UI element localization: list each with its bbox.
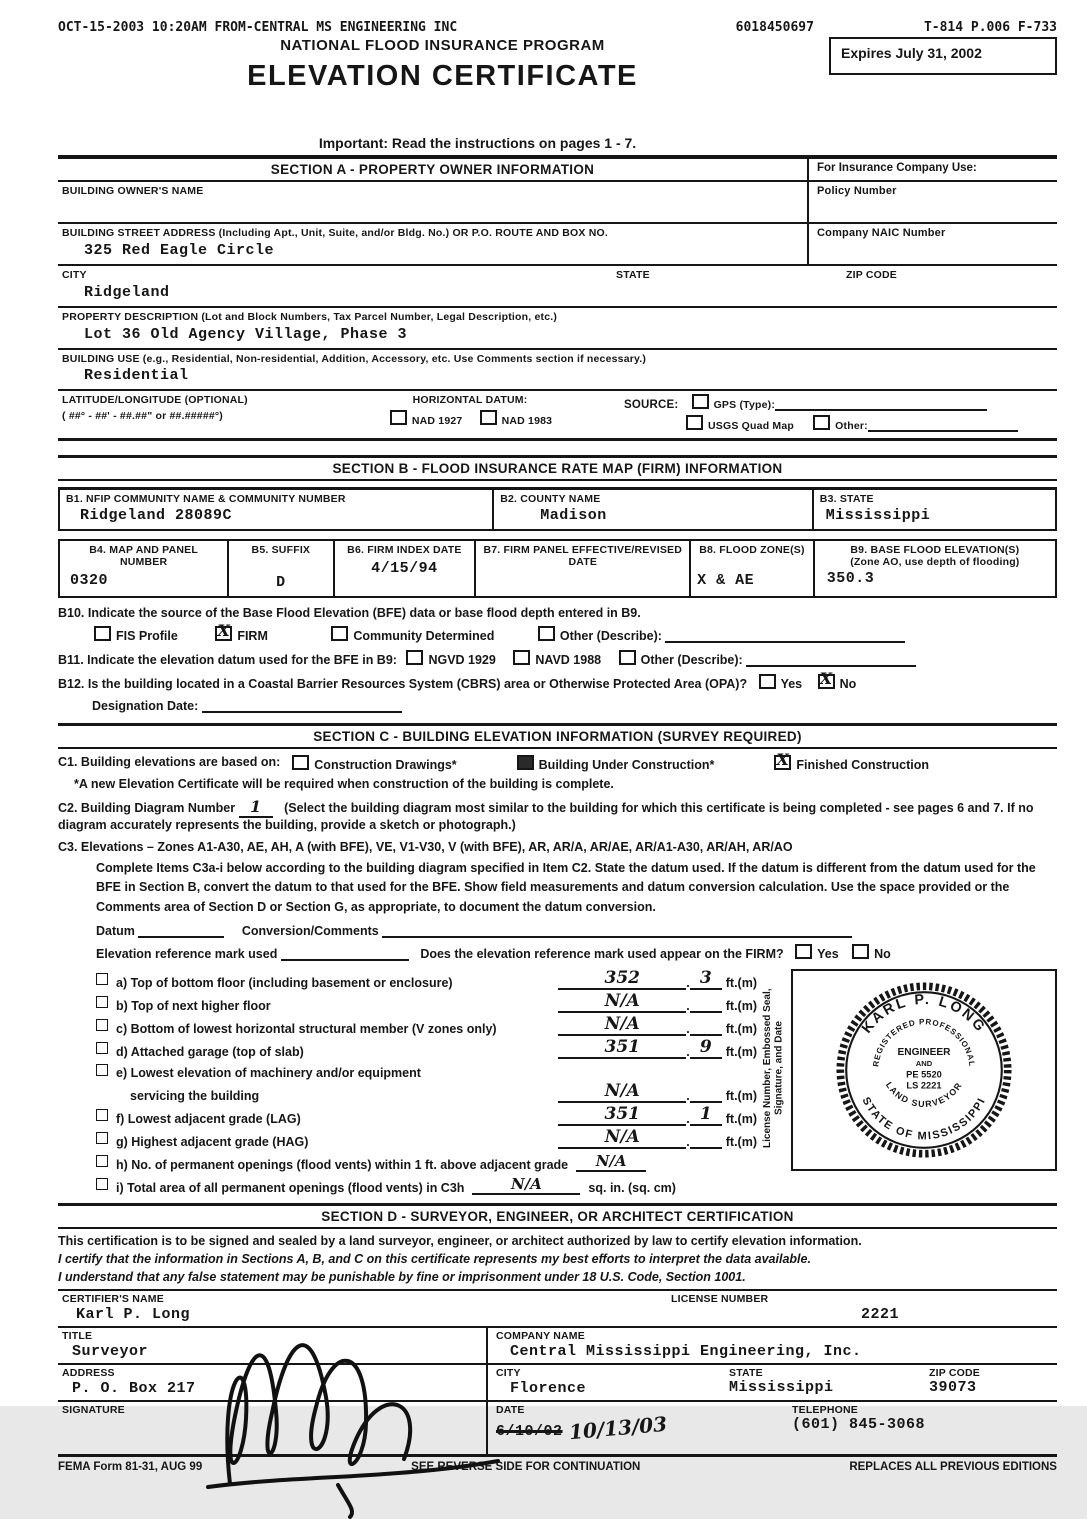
b10-label: B10. Indicate the source of the Base Flood Elevation (BFE) data or base flood depth entered in B9. [58,606,641,620]
firm-check-mark: X [217,621,230,640]
section-b-heading: SECTION B - FLOOD INSURANCE RATE MAP (FIRM) INFORMATION [58,455,1057,481]
finished-construction-mark: X [776,750,789,769]
c3d-checkbox [96,1042,108,1054]
ngvd-label: NGVD 1929 [428,653,496,667]
navd-label: NAVD 1988 [535,653,602,667]
c3a-checkbox [96,973,108,985]
c3i-label: i) Total area of all permanent openings (flood vents) in C3h [116,1181,465,1196]
refmark-yes-checkbox [795,944,812,959]
fis-profile-checkbox [94,626,111,641]
section-d-heading: SECTION D - SURVEYOR, ENGINEER, OR ARCHITECT CERTIFICATION [58,1203,1057,1229]
finished-construction-label: Finished Construction [796,758,929,772]
refmark-blank [281,945,409,961]
b2-label: B2. COUNTY NAME [500,493,601,505]
c3-paragraph: Complete Items C3a-i below according to the building diagram specified in Item C2. State the datum used. If the datum is different from the datum used for the BFE in Section B, convert the datum to that used for the BFE. Show field measurements and datum conversion calculation. Use the space provided or the Comments area of Section D or Section G, as appropriate, to document the datum conversion. [96,861,1036,914]
section-c-heading: SECTION C - BUILDING ELEVATION INFORMATION (SURVEY REQUIRED) [58,723,1057,749]
latlong-label: LATITUDE/LONGITUDE (OPTIONAL) [62,394,248,406]
c3c-checkbox [96,1019,108,1031]
b1-label: B1. NFIP COMMUNITY NAME & COMMUNITY NUMBER [66,493,346,505]
signature-label: SIGNATURE [62,1404,125,1417]
refmark-no-checkbox [852,944,869,959]
telephone-value: (601) 845-3068 [792,1416,926,1434]
c3e-label: e) Lowest elevation of machinery and/or equipment [116,1066,421,1081]
refmark-yes-label: Yes [817,947,839,962]
b5-value: D [276,574,286,591]
seal-surveyor-text: LAND SURVEYOR [883,1080,965,1110]
c3h-value: N/A [595,1152,627,1171]
date-struck-value: 6/10/02 [496,1423,563,1441]
c3g-value: N/A [604,1127,640,1148]
firm-label: FIRM [237,629,268,643]
b10-other-label: Other (Describe): [559,629,662,643]
refmark-no-label: No [874,947,891,962]
c3a-label: a) Top of bottom floor (including basement or enclosure) [116,976,453,991]
source-other-label: Other: [835,420,868,432]
source-other-blank [868,416,1018,432]
b4-label: B4. MAP AND PANEL NUMBER [89,544,198,568]
b10-other-blank [665,627,905,643]
source-label: SOURCE: [624,399,679,411]
company-name-label: COMPANY NAME [496,1330,585,1343]
certification-line3: I understand that any false statement may be punishable by fine or imprisonment under 18 U.S. Code, Section 1001. [58,1270,746,1285]
date-handwritten-value: 10/13/03 [568,1411,668,1445]
certifier-name-value: Karl P. Long [76,1306,191,1324]
fax-number: 6018450697 [735,20,814,35]
c3b-label: b) Top of next higher floor [116,999,271,1014]
b2-value: Madison [540,507,607,524]
c3g-unit: ft.(m) [725,1135,757,1150]
b12-yes-label: Yes [780,677,803,691]
under-construction-checkbox [517,755,534,770]
refmark-question: Does the elevation reference mark used appear on the FIRM? [420,947,784,962]
title-label: TITLE [62,1330,93,1343]
c3i-unit: sq. in. (sq. cm) [588,1181,676,1196]
b8-value: X & AE [697,572,755,589]
address-label: ADDRESS [62,1367,115,1380]
latlong-format: ( ##° - ##' - ##.##" or ##.#####°) [62,410,224,422]
c3e-unit: ft.(m) [725,1089,757,1104]
d-zip-value: 39073 [929,1379,977,1397]
b12-no-checkbox [818,669,835,689]
date-label: DATE [496,1404,525,1417]
c3-item-b: b) Top of next higher floor N/A . ft.(m) [96,990,757,1013]
b12-label: B12. Is the building located in a Coastal Barrier Resources System (CBRS) area or Otherwise Protected Area (OPA)? [58,677,748,691]
usgs-checkbox [686,415,703,430]
c1-footnote: *A new Elevation Certificate will be required when construction of the building is complete. [74,777,614,791]
b9-sublabel: (Zone AO, use depth of flooding) [850,556,1020,568]
c3-intro: C3. Elevations – Zones A1-A30, AE, AH, A (with BFE), VE, V1-V30, V (with BFE), AR, AR/A, AR/AE, AR/A1-A30, AR/AH, AR/AO [58,840,793,854]
c3c-unit: ft.(m) [725,1022,757,1037]
b11-other-label: Other (Describe): [640,653,743,667]
continuation-note: SEE REVERSE SIDE FOR CONTINUATION [411,1461,641,1474]
c3a-unit: ft.(m) [725,976,757,991]
c3-items [58,967,757,1195]
c3e-checkbox [96,1064,108,1076]
program-title: NATIONAL FLOOD INSURANCE PROGRAM [280,37,605,54]
c3f-decimal: 1 [699,1104,712,1125]
city-label: CITY [62,269,87,281]
certifier-name-label: CERTIFIER'S NAME [62,1293,164,1306]
c3c-label: c) Bottom of lowest horizontal structural member (V zones only) [116,1022,497,1037]
refmark-label: Elevation reference mark used [96,947,278,962]
c2-diagram-number: 1 [250,797,262,816]
b7-label: B7. FIRM PANEL EFFECTIVE/REVISED DATE [483,544,683,568]
b11-other-checkbox [619,650,636,665]
under-construction-label: Building Under Construction* [538,758,715,772]
section-c [58,723,1057,1195]
c3d-label: d) Attached garage (top of slab) [116,1045,304,1060]
b10-other-checkbox [538,626,555,641]
c3-item-i [96,1172,757,1195]
construction-drawings-checkbox [292,755,309,770]
svg-text:KARL P. LONG [859,992,989,1037]
replaces-note: REPLACES ALL PREVIOUS EDITIONS [849,1461,1057,1474]
c2-suffix: (Select the building diagram most similar to the building for which this certificate is being completed - see pages 6 and 7. If no diagram accurately represents the building, provide a sketch or photograph.) [58,801,1034,832]
fax-sender: OCT-15-2003 10:20AM FROM-CENTRAL MS ENGINEERING INC [58,20,458,35]
fax-codes: T-814 P.006 F-733 [923,20,1057,35]
nad1927-label: NAD 1927 [411,415,463,427]
c1-label: C1. Building elevations are based on: [58,755,281,769]
seal-side-label: License Number, Embossed Seal, Signature, and Date [762,988,785,1148]
finished-construction-checkbox [774,750,791,770]
c3d-value: 351 [604,1037,641,1058]
gps-checkbox [692,394,709,409]
c2-prefix: C2. Building Diagram Number [58,801,236,815]
b11-other-blank [746,651,916,667]
c3f-unit: ft.(m) [725,1112,757,1127]
c3c-value: N/A [604,1014,640,1035]
city-value: Ridgeland [84,284,170,301]
seal-engineer-text: ENGINEER [897,1046,951,1058]
horizontal-datum-label: HORIZONTAL DATUM: [412,394,528,406]
title-value: Surveyor [72,1343,149,1361]
naic-field: Company NAIC Number [807,224,1057,264]
c3-item-e [96,1059,757,1080]
seal-ls-text: LS 2221 [906,1080,942,1091]
expires-box: Expires July 31, 2002 [829,37,1057,75]
c3-conversion-label: Conversion/Comments [241,924,379,939]
c3b-unit: ft.(m) [725,999,757,1014]
b8-label: B8. FLOOD ZONE(S) [699,544,805,556]
fax-header [58,20,1057,35]
c3-datum-blank [138,922,224,938]
b6-value: 4/15/94 [371,560,438,577]
d-city-value: Florence [510,1380,587,1398]
firm-checkbox [215,621,232,641]
d-state-value: Mississippi [729,1379,834,1397]
b3-label: B3. STATE [819,493,874,505]
zip-label: ZIP CODE [846,269,897,281]
fis-profile-label: FIS Profile [116,629,178,643]
section-a-heading: SECTION A - PROPERTY OWNER INFORMATION [270,162,595,177]
c3-item-a: a) Top of bottom floor (including basement or enclosure) 352 . 3 ft.(m) [96,967,757,990]
d-zip-label: ZIP CODE [929,1367,980,1380]
section-b [58,455,1057,713]
designation-date-label: Designation Date: [92,699,199,713]
b9-label: B9. BASE FLOOD ELEVATION(S) [850,544,1020,556]
c3-item-h [96,1149,757,1172]
gps-type-blank [775,395,987,411]
c3f-checkbox [96,1109,108,1121]
seal-state-text: STATE OF MISSISSIPPI [859,1095,989,1143]
b9-value: 350.3 [826,570,875,587]
source-other-checkbox [813,415,830,430]
property-desc-label: PROPERTY DESCRIPTION (Lot and Block Numbers, Tax Parcel Number, Legal Description, etc.) [62,311,558,323]
seal-registered-text: REGISTERED PROFESSIONAL [871,1017,977,1068]
b12-no-mark: X [819,669,833,688]
c3h-checkbox [96,1155,108,1167]
c3g-checkbox [96,1132,108,1144]
fema-form-number: FEMA Form 81-31, AUG 99 [58,1461,203,1474]
navd-checkbox [513,650,530,665]
c3a-value: 352 [604,968,641,989]
surveyor-seal-box [791,969,1057,1171]
seal-pe-text: PE 5520 [906,1069,942,1080]
b12-yes-checkbox [759,674,776,689]
property-desc-value: Lot 36 Old Agency Village, Phase 3 [84,326,408,343]
c3h-label: h) No. of permanent openings (flood vents) within 1 ft. above adjacent grade [116,1158,569,1173]
masthead [58,37,1057,135]
insurance-company-use-label: For Insurance Company Use: [807,159,1057,180]
state-label: STATE [616,269,650,281]
street-address-label: BUILDING STREET ADDRESS (Including Apt., Unit, Suite, and/or Bldg. No.) OR P.O. ROUTE AND BOX NO. [62,227,608,239]
license-number-value: 2221 [861,1306,900,1324]
certification-line1: This certification is to be signed and sealed by a land surveyor, engineer, or architect authorized by law to certify elevation information. [58,1234,862,1249]
ngvd-checkbox [406,650,423,665]
seal-area [757,967,1057,1195]
page-title: ELEVATION CERTIFICATE [247,60,638,92]
c3e-value: N/A [604,1081,640,1102]
c3f-value: 351 [604,1104,641,1125]
street-address-value: 325 Red Eagle Circle [84,242,275,259]
c3g-label: g) Highest adjacent grade (HAG) [116,1135,309,1150]
nad1983-checkbox [480,410,497,425]
c3i-value: N/A [511,1175,542,1194]
b4-value: 0320 [70,572,109,589]
b12-no-label: No [839,677,857,691]
owner-name-field: BUILDING OWNER'S NAME [62,185,204,197]
nad1927-checkbox [390,410,407,425]
construction-drawings-label: Construction Drawings* [314,758,457,772]
address-value: P. O. Box 217 [72,1380,196,1398]
c3-item-g: g) Highest adjacent grade (HAG) N/A . ft.(m) [96,1126,757,1149]
b1-value: Ridgeland 28089C [80,507,233,524]
nad1983-label: NAD 1983 [501,415,553,427]
c3-conversion-blank [382,922,852,938]
d-city-label: CITY [496,1367,521,1380]
b6-label: B6. FIRM INDEX DATE [347,544,462,556]
c3b-value: N/A [604,991,640,1012]
policy-number-field: Policy Number [807,182,1057,222]
c3e-label2: servicing the building [130,1089,260,1104]
telephone-label: TELEPHONE [792,1404,858,1417]
section-d [58,1203,1057,1473]
designation-date-blank [202,697,402,713]
b3-value: Mississippi [825,507,931,524]
c3-item-c: c) Bottom of lowest horizontal structural member (V zones only) N/A . ft.(m) [96,1013,757,1036]
c3-item-e2: servicing the building N/A . ft.(m) [96,1080,757,1103]
section-a [58,155,1057,441]
certification-line2: I certify that the information in Sections A, B, and C on this certificate represents my best efforts to interpret the data available. [58,1252,811,1267]
community-determined-checkbox [331,626,348,641]
b5-label: B5. SUFFIX [251,544,311,556]
building-use-value: Residential [84,367,189,384]
building-use-label: BUILDING USE (e.g., Residential, Non-residential, Addition, Accessory, etc. Use Comments section if necessary.) [62,353,647,365]
c3-datum-label: Datum [96,924,135,939]
c3-item-d: d) Attached garage (top of slab) 351 . 9 ft.(m) [96,1036,757,1059]
gps-label: GPS (Type): [713,399,776,411]
c3b-checkbox [96,996,108,1008]
c3a-decimal: 3 [699,968,712,989]
community-determined-label: Community Determined [353,629,495,643]
surveyor-seal-icon [831,977,1017,1163]
b11-label: B11. Indicate the elevation datum used for the BFE in B9: [58,653,397,667]
c3d-decimal: 9 [699,1037,712,1058]
license-number-label: LICENSE NUMBER [671,1293,769,1306]
important-note: Important: Read the instructions on pages 1 - 7. [318,135,637,151]
seal-name-text: KARL P. LONG [858,992,990,1037]
c3i-checkbox [96,1178,108,1190]
company-name-value: Central Mississippi Engineering, Inc. [510,1343,862,1361]
c3d-unit: ft.(m) [725,1045,757,1060]
d-state-label: STATE [729,1367,763,1380]
usgs-label: USGS Quad Map [708,420,795,432]
seal-and-text: AND [915,1058,933,1068]
c3-item-f: f) Lowest adjacent grade (LAG) 351 . 1 ft.(m) [96,1103,757,1126]
c3f-label: f) Lowest adjacent grade (LAG) [116,1112,301,1127]
